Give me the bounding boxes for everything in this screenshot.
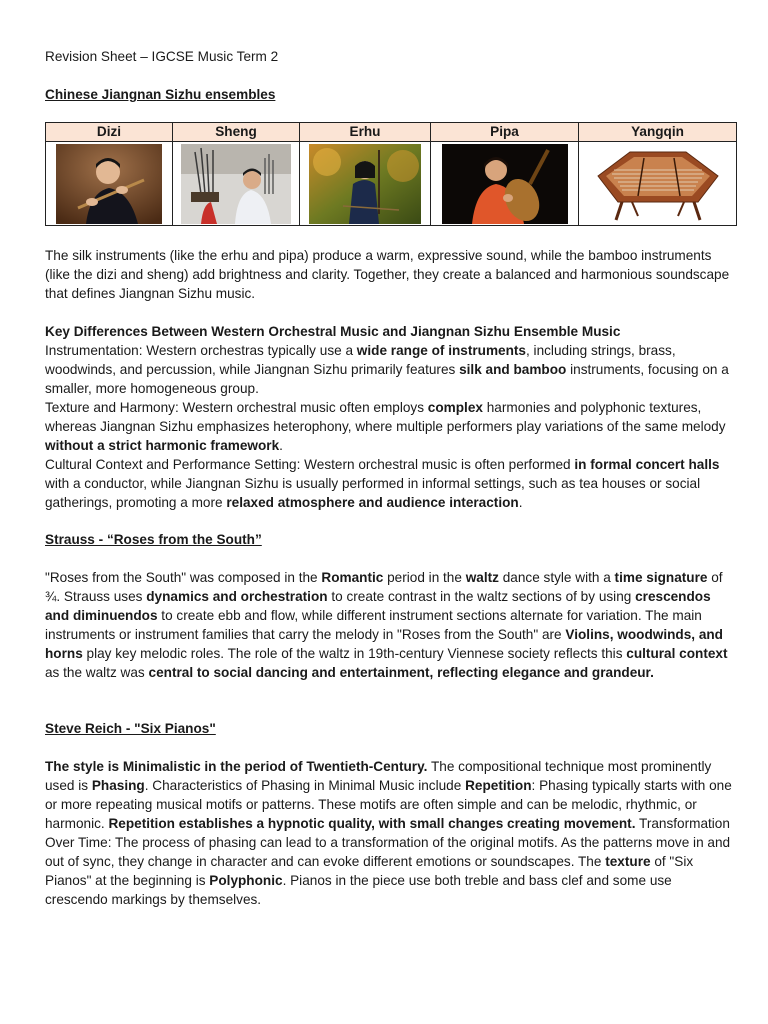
text-bold: wide range of instruments	[356, 343, 526, 358]
text-run: of "Six Pianos" at the beginning is	[45, 854, 694, 888]
text-run: .	[279, 438, 283, 453]
text-bold: without a strict harmonic framework	[45, 438, 280, 453]
text-run: as the waltz was	[45, 665, 149, 680]
erhu-player-photo	[309, 144, 421, 224]
text-bold: Phasing	[91, 778, 145, 793]
key-differences-section	[45, 322, 735, 512]
instrumentation-paragraph	[45, 341, 735, 398]
pipa-player-photo	[442, 144, 568, 224]
header-yangqin: Yangqin	[579, 123, 737, 142]
text-run: : Phasing typically starts with one or more repeating musical motifs or patterns. These motifs are often simple and can be melodic, rhythmic, or harmonic.	[45, 778, 732, 831]
instrument-table	[45, 122, 737, 226]
text-bold: Violins, woodwinds, and horns	[45, 627, 723, 661]
header-sheng: Sheng	[173, 123, 300, 142]
heading-reich: Steve Reich - "Six Pianos"	[45, 721, 216, 736]
dizi-player-photo	[56, 144, 162, 224]
key-differences-heading: Key Differences Between Western Orchestral Music and Jiangnan Sizhu Ensemble Music	[45, 324, 621, 339]
text-bold: Repetition	[465, 778, 532, 793]
text-run: . Pianos in the piece use both treble and bass clef and some use crescendo markings by themselves.	[45, 873, 672, 907]
text-run: Transformation Over Time: The process of phasing can lead to a transformation of the original motifs. As the patterns move in and out of sync, they change in character and can evoke different emotions or soundscapes. The	[45, 816, 731, 869]
heading-strauss: Strauss - “Roses from the South”	[45, 532, 262, 547]
text-run: play key melodic roles. The role of the waltz in 19th-century Viennese society reflects this	[82, 646, 627, 661]
header-dizi: Dizi	[46, 123, 173, 142]
text-bold: central to social dancing and entertainment, reflecting elegance and grandeur.	[148, 665, 654, 680]
text-run: to create contrast in the waltz sections of by using	[327, 589, 636, 604]
text-bold: waltz	[465, 570, 499, 585]
text-run: instruments, focusing on a smaller, more homogeneous group.	[45, 362, 729, 396]
instrument-header-row	[46, 123, 737, 142]
reich-paragraph	[45, 757, 735, 909]
text-run: "Roses from the South" was composed in the	[45, 570, 322, 585]
text-bold: time signature	[614, 570, 708, 585]
cultural-context-paragraph	[45, 455, 735, 512]
text-run: period in the	[383, 570, 466, 585]
text-bold: texture	[605, 854, 651, 869]
text-run: The compositional technique most prominently used is	[45, 759, 712, 793]
text-bold: complex	[427, 400, 483, 415]
text-run: dance style with a	[498, 570, 615, 585]
text-run: , including strings, brass, woodwinds, and percussion, while Jiangnan Sizhu primarily features	[45, 343, 676, 377]
text-run: . Characteristics of Phasing in Minimal Music include	[144, 778, 466, 793]
cell-erhu-photo	[300, 142, 431, 226]
text-run: Instrumentation: Western orchestras typically use a	[45, 343, 357, 358]
text-run: Texture and Harmony: Western orchestral music often employs	[45, 400, 428, 415]
text-run: to create ebb and flow, while different instrument sections alternate for variation. The main instruments or instrument families that carry the melody in "Roses from the South" are	[45, 608, 702, 642]
cell-pipa-photo	[431, 142, 579, 226]
text-bold: relaxed atmosphere and audience interaction	[226, 495, 519, 510]
text-bold: in formal concert halls	[574, 457, 720, 472]
strauss-paragraph	[45, 568, 735, 682]
text-bold: Polyphonic	[209, 873, 283, 888]
text-bold: Romantic	[321, 570, 384, 585]
text-run: with a conductor, while Jiangnan Sizhu is usually performed in informal settings, such as tea houses or social gatherings, promoting a more	[45, 476, 701, 510]
cell-dizi-photo	[46, 142, 173, 226]
yangqin-photo	[592, 144, 724, 224]
sheng-player-photo	[181, 144, 291, 224]
text-run: harmonies and polyphonic textures, whereas Jiangnan Sizhu emphasizes heterophony, where multiple performers play variations of the same melody	[45, 400, 726, 434]
silk-bamboo-paragraph: The silk instruments (like the erhu and pipa) produce a warm, expressive sound, while the bamboo instruments (like the dizi and sheng) add brightness and clarity. Together, they create a balanced and harmonious soundscape that defines Jiangnan Sizhu music.	[45, 248, 730, 301]
text-bold: crescendos and diminuendos	[45, 589, 711, 623]
text-bold: Repetition establishes a hypnotic quality, with small changes creating movement.	[108, 816, 636, 831]
texture-harmony-paragraph	[45, 398, 735, 455]
cell-yangqin-photo	[579, 142, 737, 226]
text-run: of ¾. Strauss uses	[45, 570, 723, 604]
sheet-title: Revision Sheet – IGCSE Music Term 2	[45, 49, 279, 64]
text-bold: The style is Minimalistic in the period of Twentieth-Century.	[45, 759, 428, 774]
text-bold: dynamics and orchestration	[146, 589, 328, 604]
instrument-image-row	[46, 142, 737, 226]
text-run: .	[518, 495, 523, 510]
text-run: Cultural Context and Performance Setting: Western orchestral music is often performed	[45, 457, 575, 472]
cell-sheng-photo	[173, 142, 300, 226]
text-bold: silk and bamboo	[459, 362, 567, 377]
header-erhu: Erhu	[300, 123, 431, 142]
text-bold: cultural context	[626, 646, 728, 661]
header-pipa: Pipa	[431, 123, 579, 142]
heading-jiangnan: Chinese Jiangnan Sizhu ensembles	[45, 87, 276, 102]
